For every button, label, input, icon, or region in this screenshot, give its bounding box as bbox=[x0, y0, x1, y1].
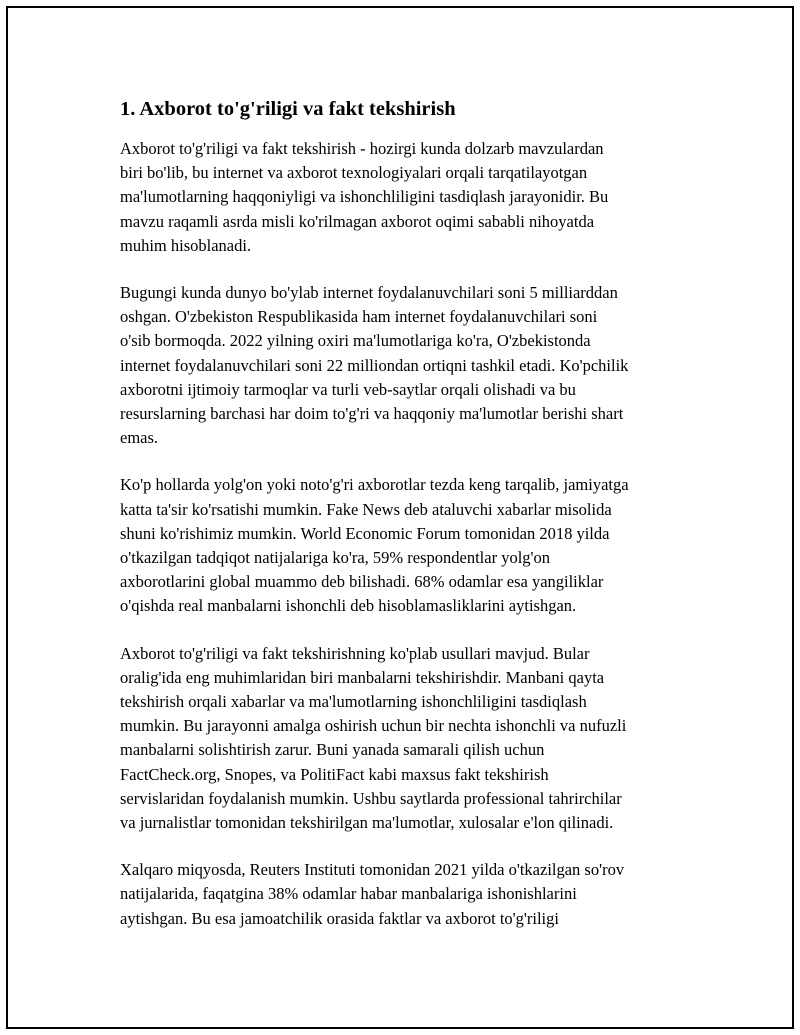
paragraph-line: tekshirish orqali xabarlar va ma'lumotlarning ishonchliligini tasdiqlash bbox=[120, 692, 587, 712]
paragraph bbox=[120, 642, 700, 836]
section-heading: 1. Axborot to'g'riligi va fakt tekshirish bbox=[120, 98, 456, 120]
paragraph-line: Axborot to'g'riligi va fakt tekshirishning ko'plab usullari mavjud. Bular bbox=[120, 643, 590, 663]
paragraph-line: axborotni ijtimoiy tarmoqlar va turli veb-saytlar orqali olishadi va bu bbox=[120, 379, 576, 399]
paragraph bbox=[120, 473, 700, 618]
paragraph bbox=[120, 281, 700, 450]
paragraph-line: mavzu raqamli asrda misli ko'rilmagan axborot oqimi sababli nihoyatda bbox=[120, 211, 595, 231]
paragraph-line: ma'lumotlarning haqqoniyligi va ishonchliligini tasdiqlash jarayonidir. Bu bbox=[120, 187, 609, 207]
paragraph-line: Bugungi kunda dunyo bo'ylab internet foydalanuvchilari soni 5 milliarddan bbox=[120, 283, 618, 303]
paragraph-line: axborotlarini global muammo deb bilishadi. 68% odamlar esa yangiliklar bbox=[120, 572, 604, 592]
paragraph-line: va jurnalistlar tomonidan tekshirilgan ma'lumotlar, xulosalar e'lon qilinadi. bbox=[120, 813, 614, 833]
paragraph-line: FactCheck.org, Snopes, va PolitiFact kabi maxsus fakt tekshirish bbox=[120, 764, 549, 784]
paragraph-line: Ko'p hollarda yolg'on yoki noto'g'ri axborotlar tezda keng tarqalib, jamiyatga bbox=[120, 475, 629, 495]
paragraph-line: manbalarni solishtirish zarur. Buni yanada samarali qilish uchun bbox=[120, 740, 545, 760]
paragraph-line: o'qishda real manbalarni ishonchli deb hisoblamasliklarini aytishgan. bbox=[120, 596, 577, 616]
paragraph-line: internet foydalanuvchilari soni 22 milliondan ortiqni tashkil etadi. Ko'pchilik bbox=[120, 355, 629, 375]
paragraph bbox=[120, 858, 700, 931]
paragraph-line: resurslarning barchasi har doim to'g'ri va haqqoniy ma'lumotlar berishi shart bbox=[120, 404, 624, 424]
paragraph-line: Xalqaro miqyosda, Reuters Instituti tomonidan 2021 yilda o'tkazilgan so'rov bbox=[120, 860, 625, 880]
paragraph-line: servislaridan foydalanish mumkin. Ushbu saytlarda professional tahrirchilar bbox=[120, 788, 622, 808]
paragraph-line: aytishgan. Bu esa jamoatchilik orasida faktlar va axborot to'g'riligi bbox=[120, 908, 559, 928]
paragraph-list bbox=[120, 137, 700, 931]
document-body bbox=[120, 95, 700, 954]
paragraph-line: o'tkazilgan tadqiqot natijalariga ko'ra, 59% respondentlar yolg'on bbox=[120, 548, 550, 568]
paragraph-line: Axborot to'g'riligi va fakt tekshirish - hozirgi kunda dolzarb mavzulardan bbox=[120, 139, 604, 158]
paragraph-line: oshgan. O'zbekiston Respublikasida ham internet foydalanuvchilari soni bbox=[120, 307, 598, 327]
paragraph-line: shuni ko'rishimiz mumkin. World Economic Forum tomonidan 2018 yilda bbox=[120, 523, 610, 543]
paragraph bbox=[120, 137, 700, 258]
paragraph-line: oralig'ida eng muhimlaridan biri manbalarni tekshirishdir. Manbani qayta bbox=[120, 667, 605, 687]
paragraph-line: katta ta'sir ko'rsatishi mumkin. Fake News deb ataluvchi xabarlar misolida bbox=[120, 499, 612, 519]
paragraph-line: o'sib bormoqda. 2022 yilning oxiri ma'lumotlariga ko'ra, O'zbekistonda bbox=[120, 331, 591, 351]
paragraph-line: natijalarida, faqatgina 38% odamlar habar manbalariga ishonishlarini bbox=[120, 884, 577, 904]
paragraph-line: mumkin. Bu jarayonni amalga oshirish uchun bir nechta ishonchli va nufuzli bbox=[120, 716, 627, 736]
paragraph-line: emas. bbox=[120, 428, 159, 448]
page-frame bbox=[6, 6, 794, 1029]
paragraph-line: biri bo'lib, bu internet va axborot texnologiyalari orqali tarqatilayotgan bbox=[120, 163, 588, 183]
paragraph-line: muhim hisoblanadi. bbox=[120, 235, 252, 255]
